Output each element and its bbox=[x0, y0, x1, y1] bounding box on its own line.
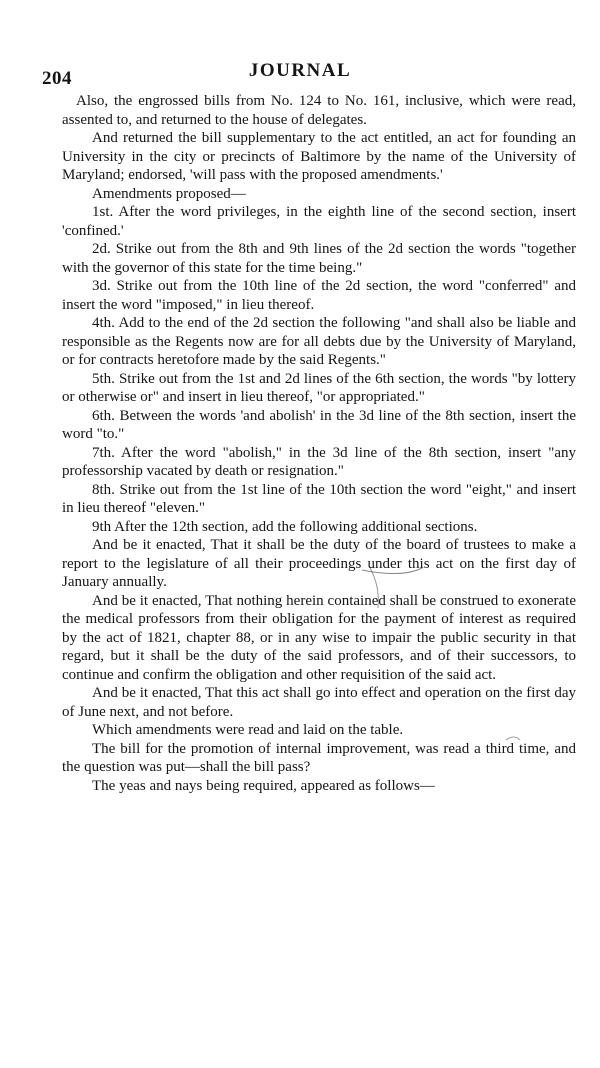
enacted-clause: And be it enacted, That this act shall go into effect and operation on the first day of June next, and not before. bbox=[62, 685, 576, 720]
enacted-clause: And be it enacted, That it shall be the duty of the board of trustees to make a report to the legislature of all their proceedings under this act on the first day of January annually. bbox=[62, 537, 576, 590]
journal-body bbox=[62, 92, 576, 795]
page-header bbox=[0, 58, 600, 88]
paragraph: Which amendments were read and laid on the table. bbox=[92, 722, 404, 738]
amendment-item: 2d. Strike out from the 8th and 9th lines of the 2d section the words "together with the governor of this state for the time being." bbox=[62, 241, 576, 276]
paragraph: The bill for the promotion of internal improvement, was read a third time, and the question was put—shall the bill pass? bbox=[62, 740, 576, 775]
enacted-clause: And be it enacted, That nothing herein contained shall be construed to exonerate the medical professors from their obligation for the payment of interest as required by the act of 1821, chapter 88, or in any wise to impair the public security in that regard, but it shall be the duty of the said professors, and of their successors, to continue and confirm the obligation and other requisition of the said act. bbox=[62, 592, 576, 683]
amendment-item: 6th. Between the words 'and abolish' in the 3d line of the 8th section, insert the word "to." bbox=[62, 407, 576, 442]
amendment-item: 4th. Add to the end of the 2d section the following "and shall also be liable and responsible as the Regents now are for all debts due by the University of Maryland, or for contracts heretofore made by the said Regents." bbox=[62, 315, 576, 368]
paragraph: The yeas and nays being required, appeared as follows— bbox=[92, 777, 435, 794]
running-head: JOURNAL bbox=[248, 60, 352, 81]
amendment-item: 7th. After the word "abolish," in the 3d line of the 8th section, insert "any professorship vacated by death or resignation." bbox=[62, 444, 576, 479]
paragraph: And returned the bill supplementary to the act entitled, an act for founding an University in the city or precincts of Baltimore by the name of the University of Maryland; endorsed, 'will pass with the proposed amendments.' bbox=[62, 130, 576, 183]
amendment-item: 3d. Strike out from the 10th line of the 2d section, the word "conferred" and insert the word "imposed," in lieu thereof. bbox=[62, 278, 576, 313]
amendment-item: 9th After the 12th section, add the following additional sections. bbox=[92, 518, 478, 535]
paragraph: Amendments proposed— bbox=[92, 185, 246, 202]
page-number: 204 bbox=[42, 68, 72, 89]
paragraph: Also, the engrossed bills from No. 124 to No. 161, inclusive, which were read, assented to, and returned to the house of delegates. bbox=[62, 93, 576, 128]
amendment-item: 1st. After the word privileges, in the eighth line of the second section, insert 'confined.' bbox=[62, 204, 576, 239]
amendment-item: 5th. Strike out from the 1st and 2d lines of the 6th section, the words "by lottery or otherwise or" and insert in lieu thereof, "or appropriated." bbox=[62, 370, 576, 405]
amendment-item: 8th. Strike out from the 1st line of the 10th section the word "eight," and insert in lieu thereof "eleven." bbox=[62, 481, 576, 516]
